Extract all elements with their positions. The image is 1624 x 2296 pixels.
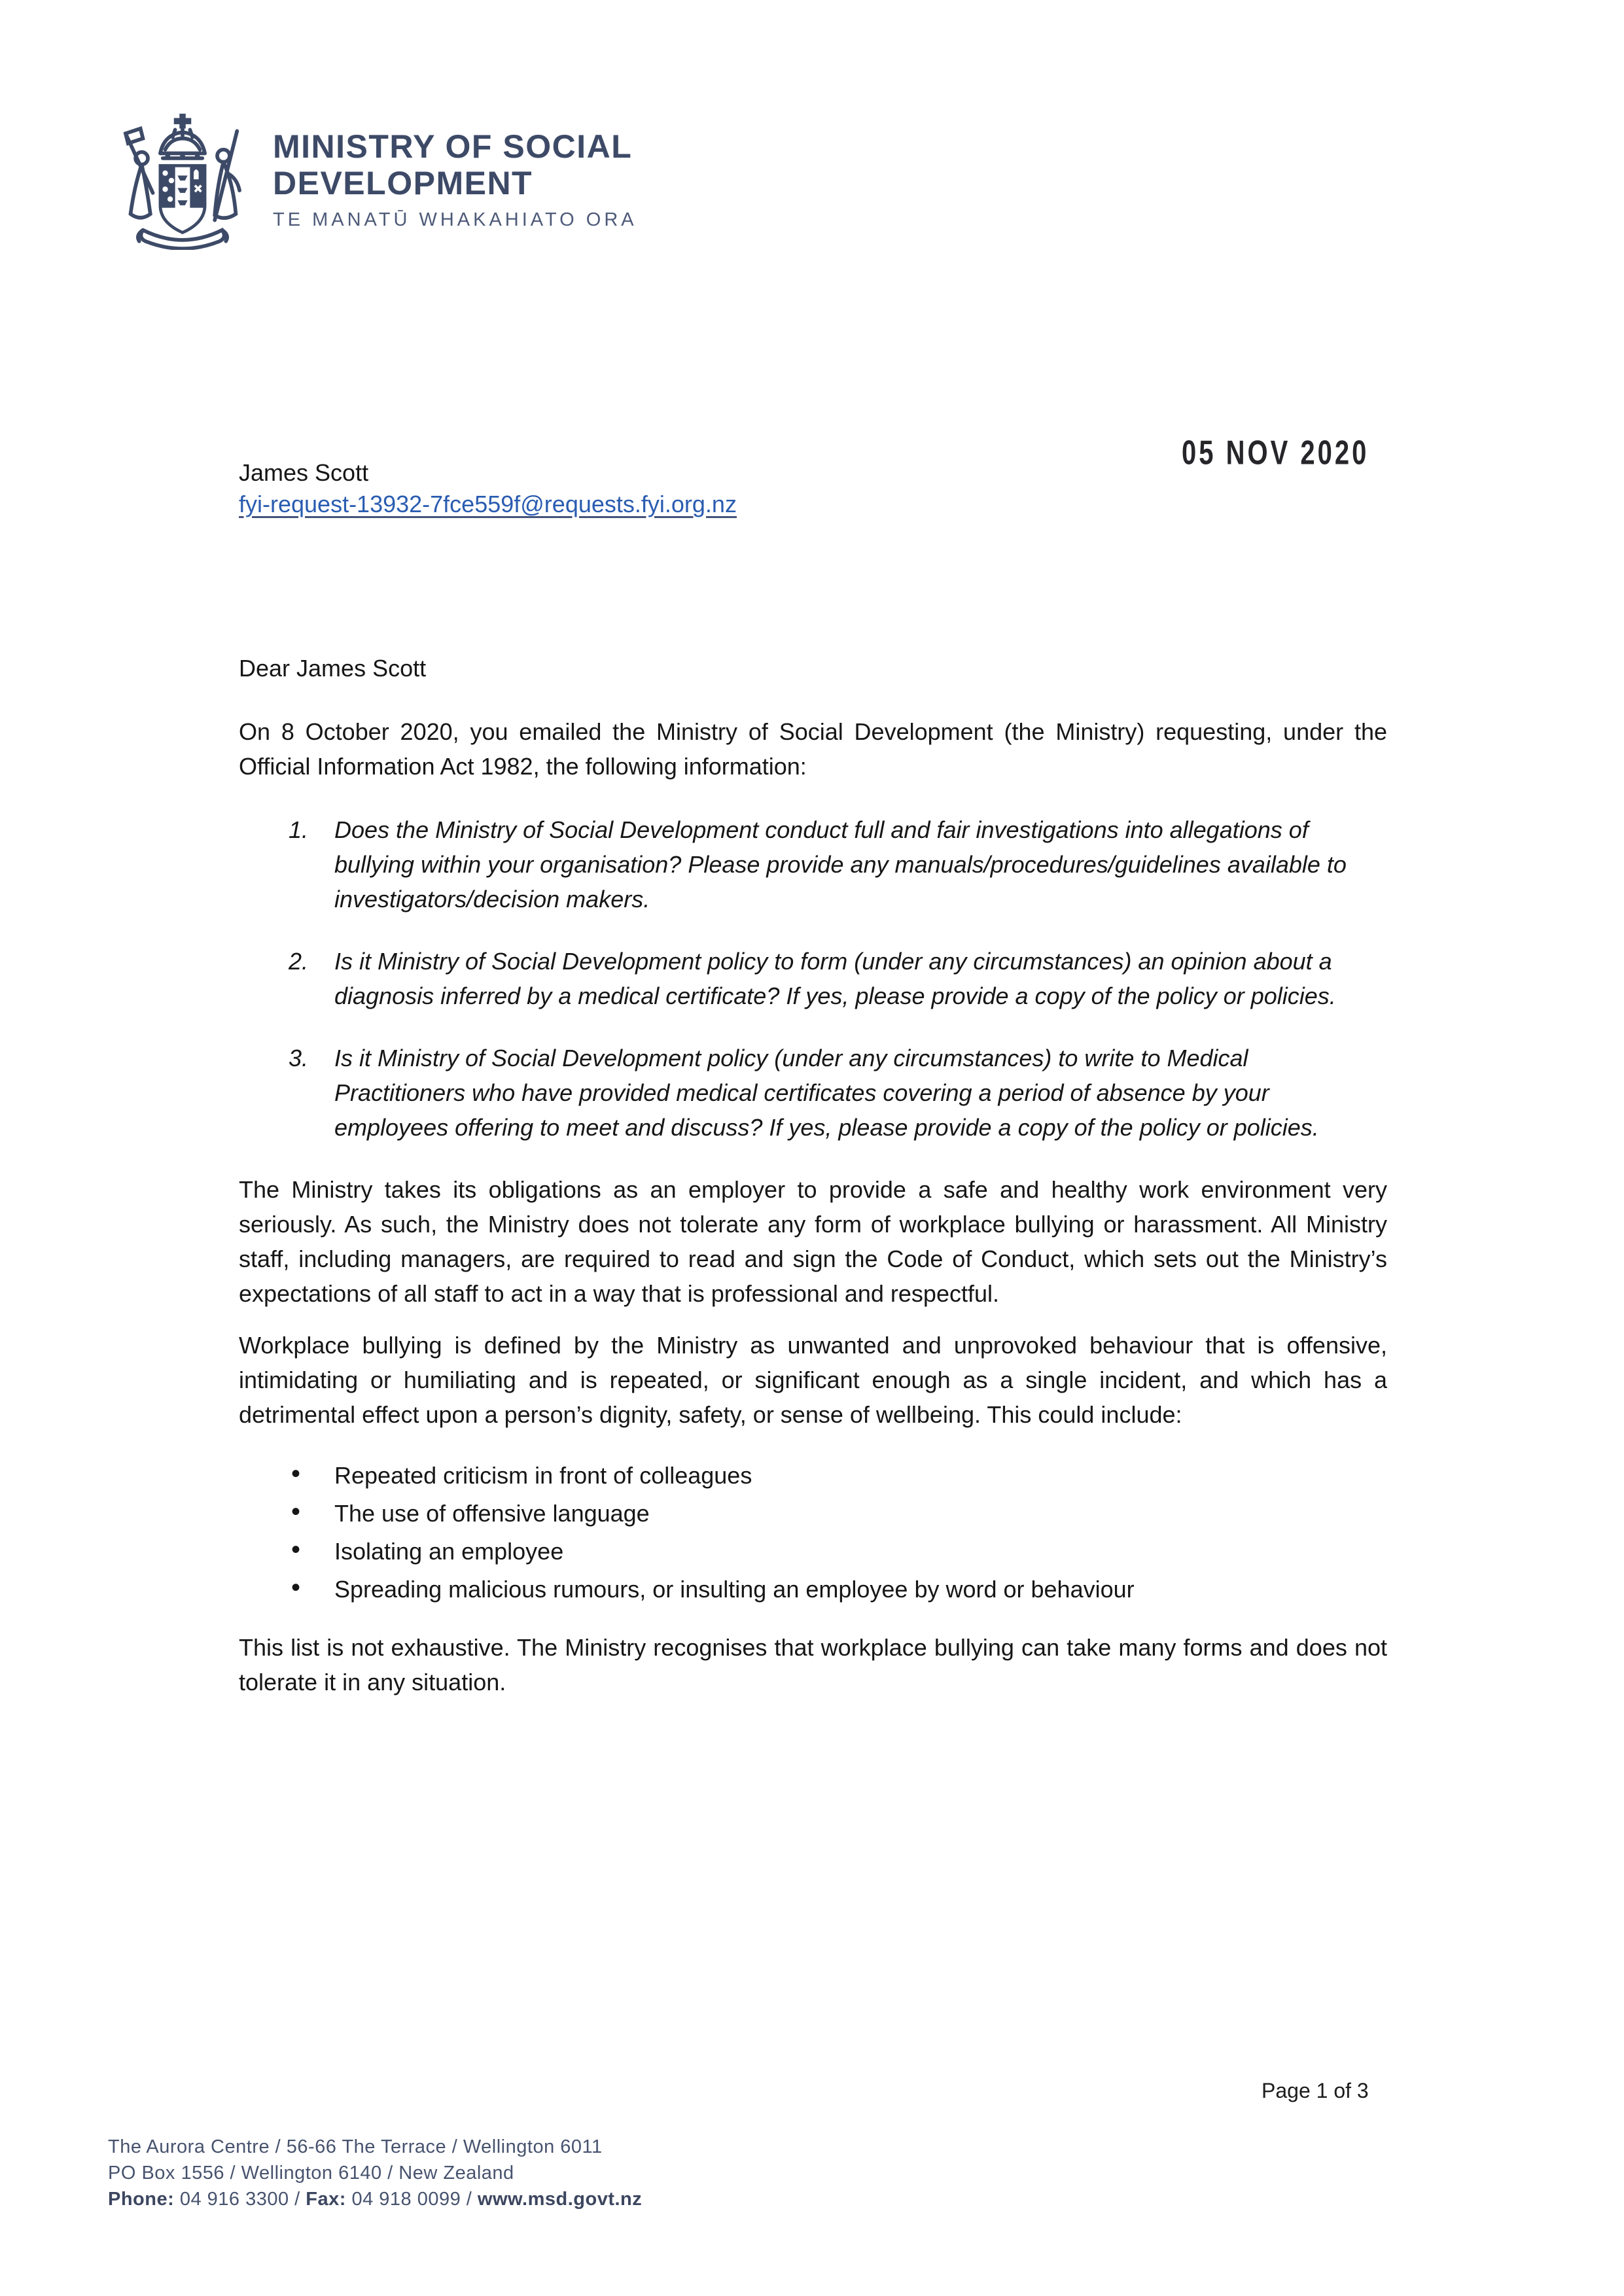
body-paragraph-2: Workplace bullying is defined by the Ministry as unwanted and unprovoked behaviour that is offensive, intimidating or humiliating and is repeated, or significant enough as a single incident, and which has a detrimental effect upon a person’s dignity, safety, or sense of wellbeing. This could include:: [239, 1332, 1387, 1428]
request-item-3-text: Is it Ministry of Social Development policy (under any circumstances) to write to Medical Practitioners who have provided medical certificates covering a period of absence by your employees offering to meet and discuss? If yes, please provide a copy of the policy or policies.: [334, 1045, 1319, 1141]
footer-address-line2: PO Box 1556 / Wellington 6140 / New Zealand: [108, 2163, 514, 2183]
bullet-item-4: • Spreading malicious rumours, or insulting an employee by word or behaviour: [239, 1572, 1387, 1607]
ministry-wordmark: [273, 111, 637, 250]
letterhead: [108, 111, 637, 250]
footer-address-line1: The Aurora Centre / 56-66 The Terrace / Wellington 6011: [108, 2136, 603, 2157]
ministry-name-line2: DEVELOPMENT: [273, 165, 533, 201]
page-number: Page 1 of 3: [1262, 2079, 1369, 2102]
footer: [108, 2134, 642, 2212]
nz-coat-of-arms-icon: [108, 111, 257, 250]
recipient-email-link[interactable]: fyi-request-13932-7fce559f@requests.fyi.org.nz: [239, 491, 737, 517]
request-item-3-number: 3.: [289, 1045, 309, 1071]
ministry-maori-name: TE MANATŪ WHAKAHIATO ORA: [273, 209, 637, 230]
bullying-examples-list: [239, 1458, 1387, 1607]
body-paragraph-1: The Ministry takes its obligations as an employer to provide a safe and healthy work environment very seriously. As such, the Ministry does not tolerate any form of workplace bullying or harassment. All Ministry staff, including managers, are required to read and sign the Code of Conduct, which sets out the Ministry’s expectations of all staff to act in a way that is professional and respectful.: [239, 1176, 1387, 1307]
recipient-block: [239, 457, 737, 518]
recipient-name: James Scott: [239, 459, 369, 486]
request-item-1: [239, 812, 1351, 916]
footer-fax-label: Fax:: [306, 2189, 346, 2210]
request-item-2: [239, 944, 1351, 1013]
ministry-name-line1: MINISTRY OF SOCIAL: [273, 128, 633, 165]
request-list: [239, 812, 1387, 1145]
bullet-item-1: • Repeated criticism in front of colleagues: [239, 1458, 1387, 1493]
closing-paragraph: This list is not exhaustive. The Ministry recognises that workplace bullying can take many forms and does not tolerate it in any situation.: [239, 1634, 1387, 1696]
request-item-3: [239, 1041, 1351, 1145]
request-item-2-text: Is it Ministry of Social Development policy to form (under any circumstances) an opinion about a diagnosis inferred by a medical certificate? If yes, please provide a copy of the policy or policies.: [334, 948, 1336, 1009]
request-item-1-number: 1.: [289, 816, 309, 843]
footer-phone-value: 04 916 3300 /: [174, 2189, 306, 2210]
bullet-item-3: • Isolating an employee: [239, 1534, 1387, 1569]
received-date-stamp: 05 NOV 2020: [1182, 434, 1369, 472]
letter-body: [239, 651, 1387, 1728]
salutation: Dear James Scott: [239, 655, 427, 682]
intro-paragraph: On 8 October 2020, you emailed the Ministry of Social Development (the Ministry) requesting, under the Official Information Act 1982, the following information:: [239, 718, 1387, 780]
footer-fax-value: 04 918 0099 /: [345, 2189, 478, 2210]
request-item-1-text: Does the Ministry of Social Development conduct full and fair investigations into allegations of bullying within your organisation? Please provide any manuals/procedures/guidelines available to investigators/decision makers.: [334, 816, 1347, 913]
bullet-item-2: • The use of offensive language: [239, 1496, 1387, 1531]
footer-website: www.msd.govt.nz: [477, 2189, 643, 2210]
footer-phone-label: Phone:: [108, 2189, 175, 2210]
request-item-2-number: 2.: [289, 948, 309, 975]
footer-contact-line: [108, 2186, 642, 2212]
